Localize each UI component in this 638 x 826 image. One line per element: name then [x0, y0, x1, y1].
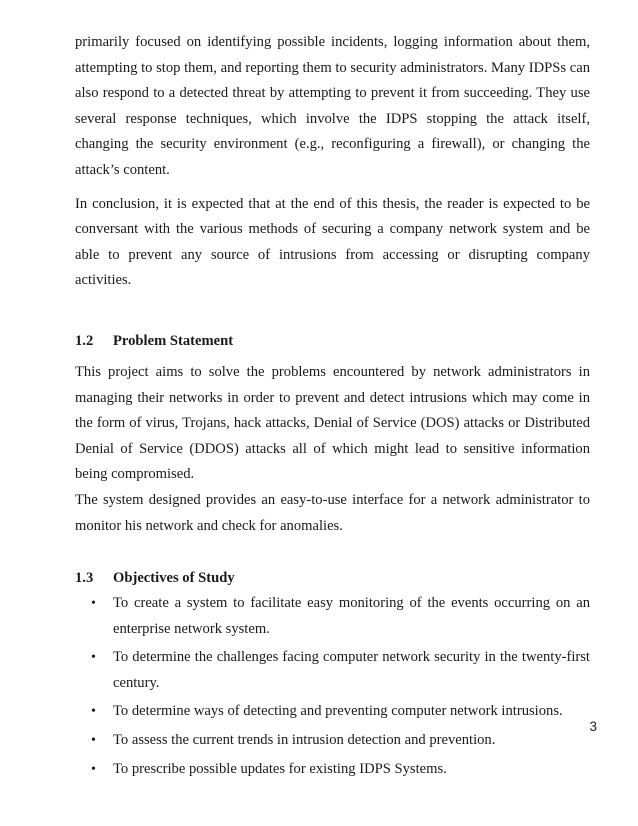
problem-statement-paragraph: This project aims to solve the problems encountered by network administrators in managing their networks in order to prevent and detect intrusions which may come in the form of virus, Trojans, hack attacks, Denial of Service (DOS) attacks or Distributed Denial of Service (DDOS) attacks all of which might lead to sensitive information being compromised.	[75, 363, 590, 483]
section-number: 1.2	[75, 332, 94, 349]
list-item	[75, 645, 590, 696]
problem-statement-paragraph-2: The system designed provides an easy-to-use interface for a network administrator to monitor his network and check for anomalies.	[75, 491, 590, 534]
section-heading-problem-statement	[75, 328, 590, 354]
objective-text: To assess the current trends in intrusion detection and prevention.	[113, 732, 496, 749]
objective-text: To create a system to facilitate easy monitoring of the events occurring on an enterprise network system.	[113, 595, 590, 637]
bullet-icon: •	[91, 733, 96, 749]
section-number: 1.3	[75, 570, 94, 587]
page-number: 3	[589, 719, 597, 734]
list-item	[75, 728, 590, 754]
section-title: Problem Statement	[113, 332, 234, 349]
objective-text: To determine ways of detecting and preventing computer network intrusions.	[113, 703, 563, 720]
objectives-list	[75, 591, 590, 782]
list-item	[75, 699, 590, 725]
section-heading-objectives	[75, 565, 590, 591]
section-title: Objectives of Study	[113, 570, 235, 587]
objective-text: To prescribe possible updates for existing IDPS Systems.	[113, 760, 447, 777]
conclusion-paragraph: In conclusion, it is expected that at the end of this thesis, the reader is expected to be conversant with the various methods of securing a company network system and be able to prevent any source of intrusions from accessing or disrupting company activities.	[75, 195, 590, 289]
objective-text: To determine the challenges facing computer network security in the twenty-first century.	[113, 649, 590, 691]
bullet-icon: •	[91, 704, 96, 720]
bullet-icon: •	[91, 761, 96, 777]
document-page	[75, 30, 590, 785]
bullet-icon: •	[91, 596, 96, 612]
intro-paragraph: primarily focused on identifying possible incidents, logging information about them, attempting to stop them, and reporting them to security administrators. Many IDPSs can also respond to a detected threat by attempting to prevent it from succeeding. They use several response techniques, which involve the IDPS stopping the attack itself, changing the security environment (e.g., reconfiguring a firewall), or changing the attack’s content.	[75, 34, 590, 178]
list-item	[75, 757, 590, 783]
bullet-icon: •	[91, 650, 96, 666]
list-item	[75, 591, 590, 642]
